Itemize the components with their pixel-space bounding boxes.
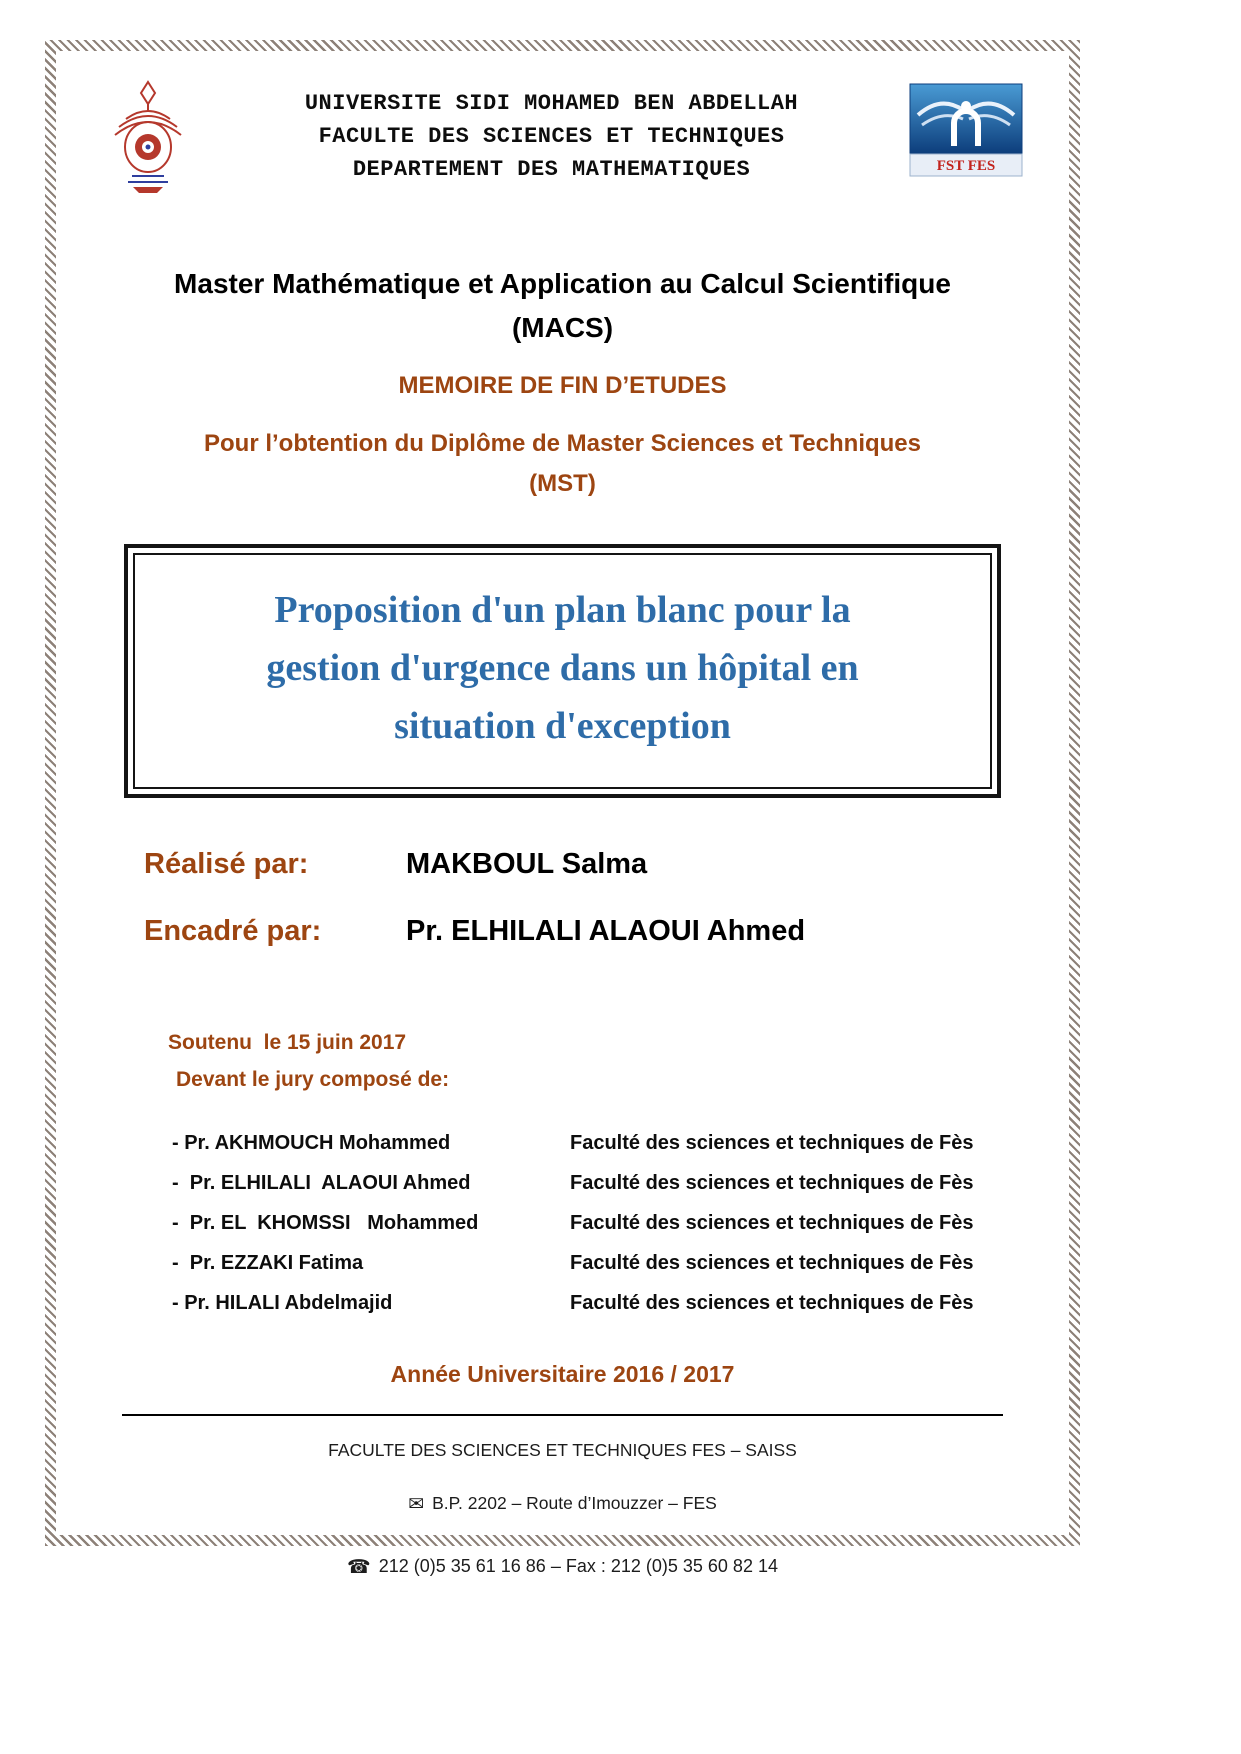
footer-phone <box>86 1556 1039 1579</box>
footer-phone-text: 212 (0)5 35 61 16 86 – Fax : 212 (0)5 35 60 82 14 <box>378 1556 778 1576</box>
thesis-title-box-inner <box>133 553 992 789</box>
defense-block <box>168 1024 1039 1098</box>
fst-fes-logo-icon <box>909 83 1023 177</box>
university-seal-logo <box>102 77 194 200</box>
memoire-heading: MEMOIRE DE FIN D’ETUDES <box>398 372 727 399</box>
defense-date: Soutenu le 15 juin 2017 <box>168 1031 407 1054</box>
university-seal-icon <box>102 79 194 195</box>
jury-intro: Devant le jury composé de: <box>176 1068 450 1091</box>
author-name: MAKBOUL Salma <box>406 848 648 880</box>
jury-member-affiliation: Faculté des sciences et techniques de Fès <box>570 1172 974 1194</box>
department-name: DEPARTEMENT DES MATHEMATIQUES <box>352 157 751 182</box>
jury-member-name: - Pr. AKHMOUCH Mohammed <box>172 1132 451 1154</box>
obtention-block <box>86 424 1039 504</box>
degree-block <box>86 262 1039 350</box>
jury-member-affiliation: Faculté des sciences et techniques de Fès <box>570 1212 974 1234</box>
thesis-title <box>143 581 982 755</box>
master-title: Master Mathématique et Application au Calcul Scientifique <box>174 268 951 299</box>
jury-member-name: - Pr. EZZAKI Fatima <box>172 1252 364 1274</box>
phone-icon: ☎ <box>347 1557 371 1578</box>
footer-faculty: FACULTE DES SCIENCES ET TECHNIQUES FES – SAISS <box>328 1440 797 1460</box>
realise-row <box>144 848 1039 881</box>
encadre-label: Encadré par: <box>144 915 322 947</box>
jury-member-name: - Pr. HILALI Abdelmajid <box>172 1292 393 1314</box>
jury-member-name: - Pr. ELHILALI ALAOUI Ahmed <box>172 1172 471 1194</box>
jury-member-affiliation: Faculté des sciences et techniques de Fès <box>570 1132 974 1154</box>
faculty-name: FACULTE DES SCIENCES ET TECHNIQUES <box>318 124 785 149</box>
mst-acronym: (MST) <box>529 470 596 497</box>
university-name: UNIVERSITE SIDI MOHAMED BEN ABDELLAH <box>304 91 799 116</box>
thesis-title-line3: situation d'exception <box>394 705 731 747</box>
footer-address-text: B.P. 2202 – Route d’Imouzzer – FES <box>432 1493 717 1513</box>
jury-member-affiliation: Faculté des sciences et techniques de Fès <box>570 1292 974 1314</box>
decorative-page-border <box>45 40 1080 1578</box>
thesis-title-line1: Proposition d'un plan blanc pour la <box>274 589 851 631</box>
realise-label: Réalisé par: <box>144 848 309 880</box>
thesis-title-box <box>124 544 1001 798</box>
jury-member-affiliation: Faculté des sciences et techniques de Fès <box>570 1252 974 1274</box>
master-acronym: (MACS) <box>511 312 614 343</box>
envelope-icon: ✉ <box>408 1494 425 1515</box>
thesis-title-line2: gestion d'urgence dans un hôpital en <box>266 647 859 689</box>
fst-fes-logo <box>909 77 1023 182</box>
obtention-line: Pour l’obtention du Diplôme de Master Sciences et Techniques <box>203 430 921 457</box>
footer-address <box>86 1493 1039 1516</box>
page-header <box>86 71 1039 200</box>
academic-year: Année Universitaire 2016 / 2017 <box>390 1361 735 1387</box>
jury-member-name: - Pr. EL KHOMSSI Mohammed <box>172 1212 479 1234</box>
jury-table <box>172 1132 1039 1315</box>
institution-header <box>194 77 909 186</box>
fst-fes-caption: FST FES <box>936 158 996 174</box>
supervisor-name: Pr. ELHILALI ALAOUI Ahmed <box>406 915 806 947</box>
encadre-row <box>144 915 1039 948</box>
footer-divider <box>122 1414 1003 1416</box>
